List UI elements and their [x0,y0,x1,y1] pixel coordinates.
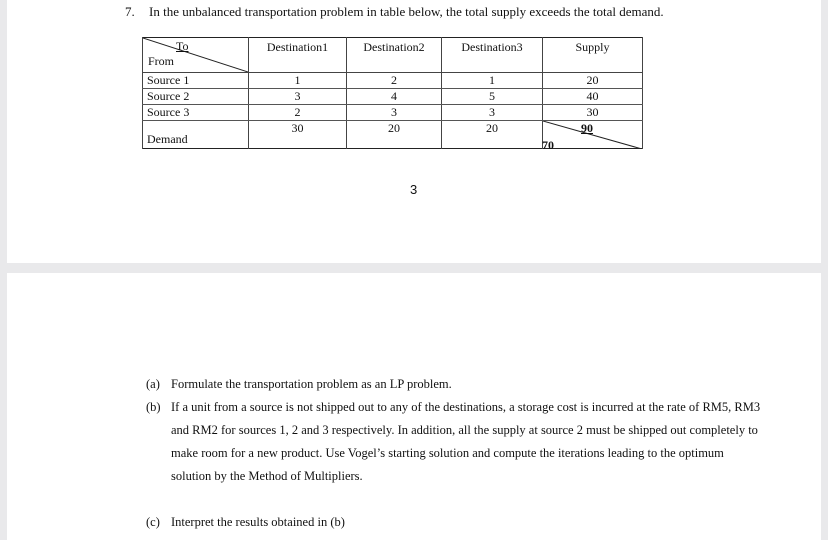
page-bottom [7,273,821,540]
header-destination3: Destination3 [442,38,543,73]
supply-cell: 30 [543,105,643,121]
question-text: In the unbalanced transportation problem in table below, the total supply exceeds the total demand. [149,4,664,19]
demand-cell: 20 [347,121,442,149]
demand-cell: 20 [442,121,543,149]
corner-to-label: To [176,39,189,53]
row-source-label: Source 2 [143,89,249,105]
row-source-label: Source 3 [143,105,249,121]
part-c [146,511,761,534]
part-text: Interpret the results obtained in (b) [171,515,345,529]
cost-cell: 3 [347,105,442,121]
total-supply: 90 [581,121,593,135]
cost-cell: 4 [347,89,442,105]
cost-cell: 5 [442,89,543,105]
part-label: (a) [146,377,160,391]
demand-row [143,121,643,149]
transportation-table [142,37,643,152]
cost-cell: 3 [249,89,347,105]
part-label: (c) [146,515,160,529]
totals-cell [542,121,643,152]
corner-from-label: From [148,54,175,68]
page-top [7,0,821,263]
cost-cell: 1 [442,73,543,89]
supply-cell: 20 [543,73,643,89]
part-text: Formulate the transportation problem as an LP problem. [171,377,452,391]
demand-label: Demand [143,121,249,149]
table-row [143,89,643,105]
part-label: (b) [146,400,161,414]
supply-cell: 40 [543,89,643,105]
part-a [146,373,761,396]
table-row [143,73,643,89]
header-destination2: Destination2 [347,38,442,73]
total-demand: 70 [542,138,554,152]
header-supply: Supply [543,38,643,73]
corner-cell [143,38,249,73]
table-header-row [143,38,643,73]
page-number: 3 [410,182,418,197]
demand-cell: 30 [249,121,347,149]
cost-cell: 1 [249,73,347,89]
question-heading [125,4,664,20]
cost-cell: 2 [347,73,442,89]
part-text: If a unit from a source is not shipped out to any of the destinations, a storage cost is incurred at the rate of RM5, RM3 and RM2 for sources 1, 2 and 3 respectively. In addition, all the supply at source 2 must be shipped out completely to make room for a new product. Use Vogel’s starting solution and compute the iterations leading to the optimum solution by the Method of Multipliers. [171,400,761,483]
question-parts [146,373,761,534]
header-destination1: Destination1 [249,38,347,73]
table-row [143,105,643,121]
row-source-label: Source 1 [143,73,249,89]
cost-cell: 2 [249,105,347,121]
cost-cell: 3 [442,105,543,121]
question-number: 7. [125,4,135,19]
part-b [146,396,761,488]
